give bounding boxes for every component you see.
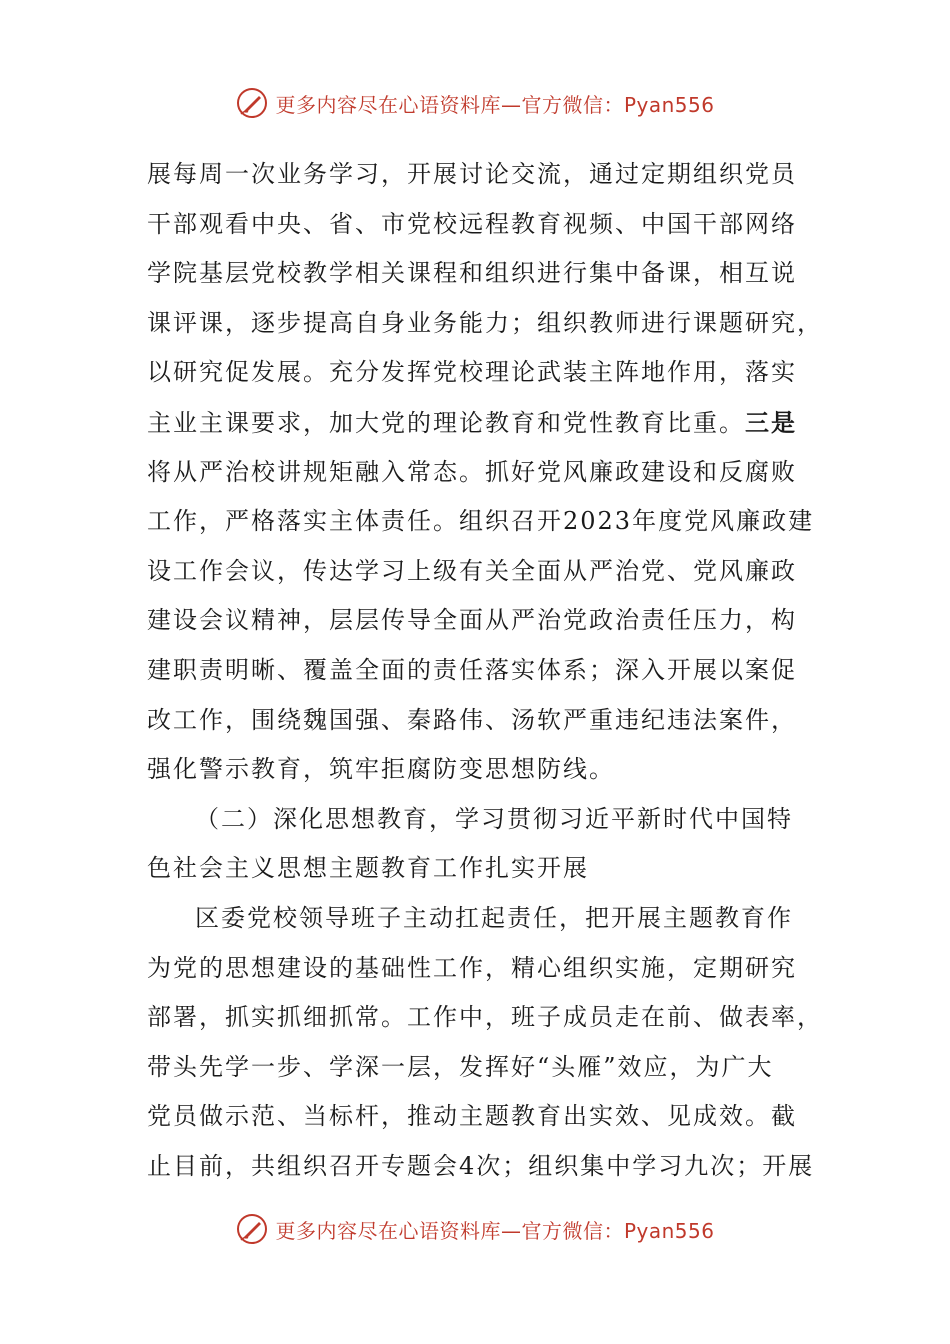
document-body — [147, 150, 823, 1191]
body-line: 建职责明晰、覆盖全面的责任落实体系；深入开展以案促 — [147, 655, 797, 684]
body-line: 为党的思想建设的基础性工作，精心组织实施，定期研究 — [147, 953, 797, 982]
body-line: 工作，严格落实主体责任。组织召开2023年度党风廉政建 — [147, 507, 815, 536]
body-line: 止目前，共组织召开专题会4次；组织集中学习九次；开展 — [147, 1151, 815, 1180]
pen-logo-icon — [235, 86, 269, 120]
body-line: 设工作会议，传达学习上级有关全面从严治党、党风廉政 — [147, 556, 797, 585]
body-line: 课评课，逐步提高自身业务能力；组织教师进行课题研究， — [147, 308, 823, 337]
watermark-text: 更多内容尽在心语资料库—官方微信：Pyan556 — [275, 1218, 715, 1243]
body-line: 以研究促发展。充分发挥党校理论武装主阵地作用，落实 — [147, 358, 797, 387]
header-watermark — [0, 86, 950, 120]
body-line — [147, 398, 807, 448]
body-line: 干部观看中央、省、市党校远程教育视频、中国干部网络 — [147, 209, 797, 238]
body-line: 党员做示范、当标杆，推动主题教育出实效、见成效。截 — [147, 1102, 797, 1131]
body-line: 改工作，围绕魏国强、秦路伟、汤软严重违纪违法案件， — [147, 705, 797, 734]
body-line: 建设会议精神，层层传导全面从严治党政治责任压力，构 — [147, 606, 797, 635]
body-line: 将从严治校讲规矩融入常态。抓好党风廉政建设和反腐败 — [147, 457, 797, 486]
body-line-text: 主业主课要求，加大党的理论教育和党性教育比重。 — [147, 408, 745, 437]
body-line: 学院基层党校教学相关课程和组织进行集中备课，相互说 — [147, 259, 797, 288]
watermark-text: 更多内容尽在心语资料库—官方微信：Pyan556 — [275, 92, 715, 117]
footer-watermark — [0, 1212, 950, 1246]
section-heading-cont: 色社会主义思想主题教育工作扎实开展 — [147, 854, 589, 883]
body-line: 强化警示教育，筑牢拒腐防变思想防线。 — [147, 755, 615, 784]
pen-logo-icon — [235, 1212, 269, 1246]
body-line: 展每周一次业务学习，开展讨论交流，通过定期组织党员 — [147, 160, 797, 188]
bold-marker: 三是 — [745, 407, 797, 437]
body-line: 部署，抓实抓细抓常。工作中，班子成员走在前、做表率， — [147, 1003, 823, 1032]
section-heading: （二）深化思想教育，学习贯彻习近平新时代中国特 — [195, 804, 793, 833]
body-line: 带头先学一步、学深一层，发挥好“头雁”效应，为广大 — [147, 1052, 774, 1081]
body-line: 区委党校领导班子主动扛起责任，把开展主题教育作 — [195, 903, 793, 932]
